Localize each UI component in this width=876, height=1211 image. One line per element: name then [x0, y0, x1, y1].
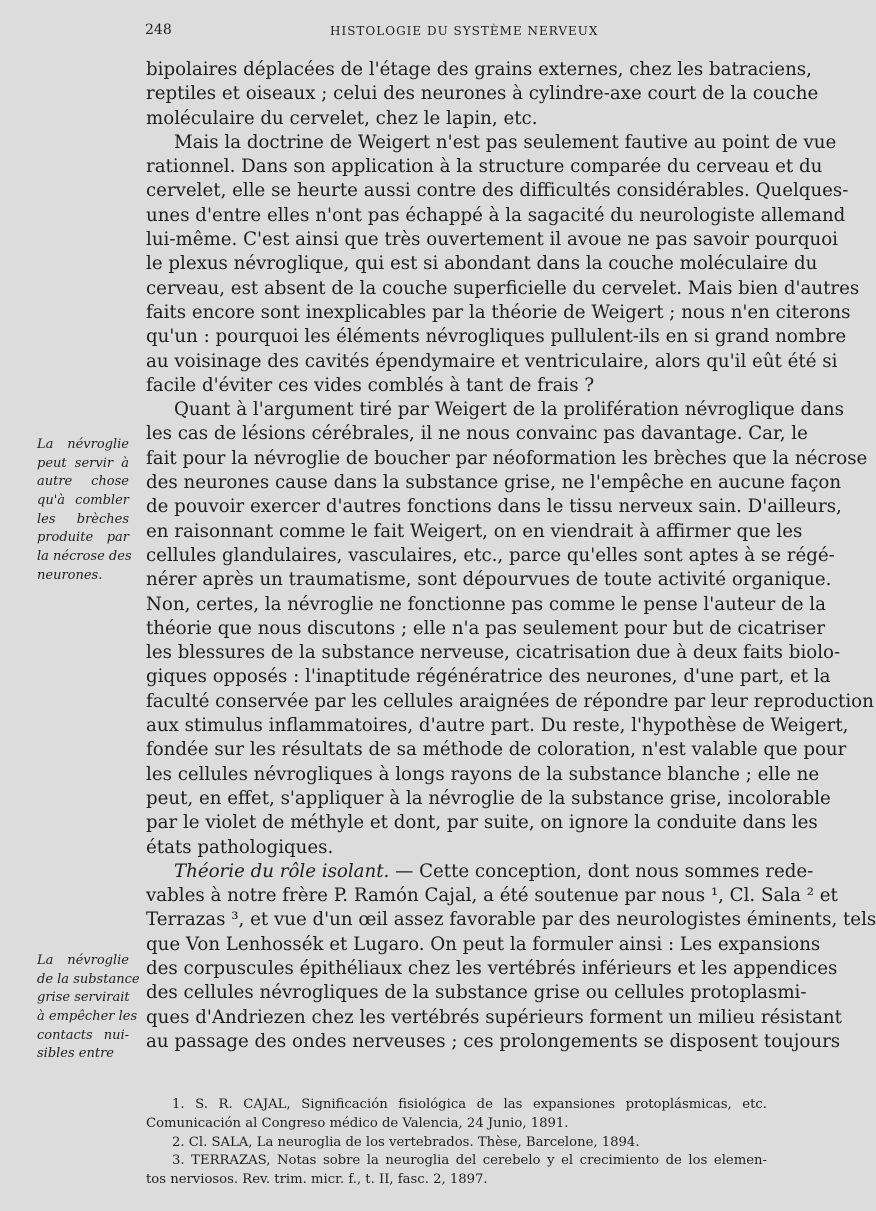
text-line: aux stimulus inflammatoires, d'autre part. Du reste, l'hypothèse de Weigert,	[146, 715, 849, 737]
text-line: Quant à l'argument tiré par Weigert de la prolifération névroglique dans	[174, 399, 844, 421]
text-line: des neurones cause dans la substance grise, ne l'empêche en aucune façon	[146, 472, 842, 494]
text-line: en raisonnant comme le fait Weigert, on en viendrait à affirmer que les	[146, 520, 803, 542]
text-line: de pouvoir exercer d'autres fonctions dans le tissu nerveux sain. D'ailleurs,	[146, 496, 842, 518]
text-line: Non, certes, la névroglie ne fonctionne pas comme le pense l'auteur de la	[146, 593, 826, 615]
margin-note-line: La névroglie	[37, 437, 129, 452]
footnotes	[146, 1096, 767, 1190]
margin-note-line: les brèches	[37, 511, 129, 527]
text-line: ques d'Andriezen chez les vertébrés supérieurs forment un milieu résistant	[146, 1006, 842, 1028]
margin-note-line: de la substance	[37, 971, 140, 987]
text-line: que Von Lenhossék et Lugaro. On peut la formuler ainsi : Les expansions	[146, 933, 821, 955]
text-line: cellules glandulaires, vasculaires, etc., parce qu'elles sont aptes à se régé-	[146, 544, 835, 566]
text-line: moléculaire du cervelet, chez le lapin, etc.	[146, 107, 538, 129]
margin-note-line: contacts nui-	[37, 1027, 129, 1043]
margin-note-2	[37, 952, 140, 1064]
text-line: les blessures de la substance nerveuse, cicatrisation due à deux faits biolo-	[146, 642, 841, 664]
text-line: vables à notre frère P. Ramón Cajal, a été soutenue par nous ¹, Cl. Sala ² et	[146, 885, 838, 907]
text-line: bipolaires déplacées de l'étage des grains externes, chez les batraciens,	[146, 59, 812, 80]
text-line: le plexus névroglique, qui est si abondant dans la couche moléculaire du	[146, 253, 818, 275]
text-line: faits encore sont inexplicables par la théorie de Weigert ; nous n'en citerons	[146, 301, 851, 323]
text-line: états pathologiques.	[146, 836, 334, 858]
section-heading: Théorie du rôle isolant.	[174, 860, 390, 882]
text-line: lui-même. C'est ainsi que très ouvertement il avoue ne pas savoir pourquoi	[146, 229, 838, 251]
footnote-line: 1. S. R. CAJAL, Significación fisiológica de las expansiones protoplásmicas, etc.	[172, 1097, 767, 1112]
text-line: unes d'entre elles n'ont pas échappé à la sagacité du neurologiste allemand	[146, 204, 846, 226]
text-line: des corpuscules épithéliaux chez les vertébrés inférieurs et les appendices	[146, 957, 838, 979]
text-line: facile d'éviter ces vides comblés à tant de frais ?	[146, 374, 595, 396]
text-line: théorie que nous discutons ; elle n'a pas seulement pour but de cicatriser	[146, 617, 826, 639]
text-line: des cellules névrogliques de la substance grise ou cellules protoplasmi-	[146, 982, 807, 1004]
text-line: faculté conservée par les cellules araignées de répondre par leur reproduction	[146, 690, 874, 712]
text-line: giques opposés : l'inaptitude régénératrice des neurones, d'une part, et la	[146, 666, 831, 688]
footnote-line: 3. TERRAZAS, Notas sobre la neuroglia del cerebelo y el crecimiento de los elemen-	[172, 1153, 767, 1169]
margin-note-line: à empêcher les	[37, 1009, 138, 1025]
text-line: nérer après un traumatisme, sont dépourvues de toute activité organique.	[146, 569, 832, 591]
text-line: Mais la doctrine de Weigert n'est pas seulement fautive au point de vue	[174, 131, 837, 153]
text-line: cerveau, est absent de la couche superficielle du cervelet. Mais bien d'autres	[146, 277, 860, 299]
margin-note-1	[37, 436, 132, 586]
footnote-line: tos nerviosos. Rev. trim. micr. f., t. II, fasc. 2, 1897.	[146, 1172, 488, 1188]
text-line: reptiles et oiseaux ; celui des neurones à cylindre-axe court de la couche	[146, 83, 819, 105]
margin-note-line: sibles entre	[37, 1046, 115, 1062]
text-line-fragment: — Cette conception, dont nous sommes rede-	[395, 860, 814, 882]
margin-note-line: La névroglie	[37, 953, 129, 968]
text-line: Terrazas ³, et vue d'un œil assez favorable par des neurologistes éminents, tels	[146, 909, 876, 931]
text-line: rationnel. Dans son application à la structure comparée du cerveau et du	[146, 156, 823, 178]
margin-note-line: neurones.	[37, 567, 103, 583]
margin-note-line: peut servir à	[37, 455, 129, 471]
text-line: les cas de lésions cérébrales, il ne nous convainc pas davantage. Car, le	[146, 423, 808, 445]
main-text	[146, 58, 876, 1054]
margin-note-line: qu'à combler	[37, 493, 129, 509]
text-line: fondée sur les résultats de sa méthode de coloration, n'est valable que pour	[146, 739, 847, 761]
running-head: HISTOLOGIE DU SYSTÈME NERVEUX	[330, 24, 599, 38]
margin-note-line: autre chose	[37, 474, 129, 490]
footnote-line: 2. Cl. SALA, La neuroglia de los vertebrados. Thèse, Barcelone, 1894.	[172, 1134, 640, 1150]
text-line: fait pour la névroglie de boucher par néoformation les brèches que la nécrose	[146, 447, 868, 469]
text-line: cervelet, elle se heurte aussi contre des difficultés considérables. Quelques-	[146, 180, 849, 202]
margin-note-line: grise servirait	[37, 990, 130, 1006]
text-line: au voisinage des cavités épendymaire et ventriculaire, alors qu'il eût été si	[146, 350, 838, 372]
margin-note-line: produite par	[37, 530, 129, 546]
text-line: qu'un : pourquoi les éléments névrogliques pullulent-ils en si grand nombre	[146, 326, 847, 348]
margin-note-line: la nécrose des	[37, 549, 132, 565]
text-line: au passage des ondes nerveuses ; ces prolongements se disposent toujours	[146, 1030, 841, 1052]
text-line: par le violet de méthyle et dont, par suite, on ignore la conduite dans les	[146, 812, 818, 834]
section-heading-line	[146, 860, 814, 884]
text-line: peut, en effet, s'appliquer à la névroglie de la substance grise, incolorable	[146, 787, 831, 809]
text-line: les cellules névrogliques à longs rayons de la substance blanche ; elle ne	[146, 763, 820, 785]
page-number: 248	[145, 22, 172, 38]
footnote-line: Comunicación al Congreso médico de Valencia, 24 Junio, 1891.	[146, 1115, 569, 1131]
